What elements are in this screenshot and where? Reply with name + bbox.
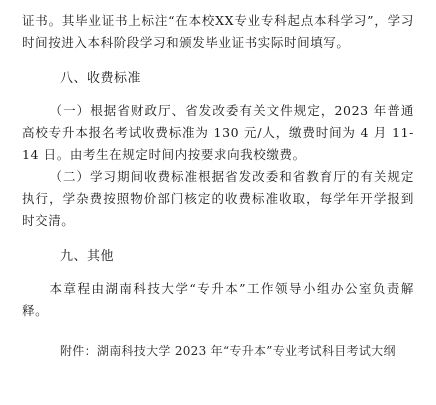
section-9-heading: 九、其他 — [60, 249, 115, 264]
section-9-paragraph-1: 本章程由湖南科技大学“专升本”工作领导小组办公室负责解释。 — [22, 281, 414, 318]
section-8-heading: 八、收费标准 — [60, 71, 142, 86]
spacer — [22, 54, 414, 68]
spacer — [22, 268, 414, 278]
spacer — [22, 322, 414, 340]
spacer — [22, 232, 414, 246]
intro-paragraph: 证书。其毕业证书上标注“在本校XX专业专科起点本科学习”，学习时间按进入本科阶段学习和颁发毕业证书实际时间填写。 — [22, 13, 414, 50]
section-8-paragraph-1: （一）根据省财政厅、省发改委有关文件规定，2023 年普通高校专升本报名考试收费标准为 130 元/人，缴费时间为 4 月 11-14 日。由考生在规定时间内按要求向我校缴费。 — [22, 103, 414, 162]
section-8-paragraph-2: （二）学习期间收费标准根据省发改委和省教育厅的有关规定执行，学杂费按照物价部门核定的收费标准收取，每学年开学报到时交清。 — [22, 169, 414, 228]
attachment-line: 附件：湖南科技大学 2023 年“专升本”专业考试科目考试大纲 — [60, 344, 396, 358]
spacer — [22, 90, 414, 100]
